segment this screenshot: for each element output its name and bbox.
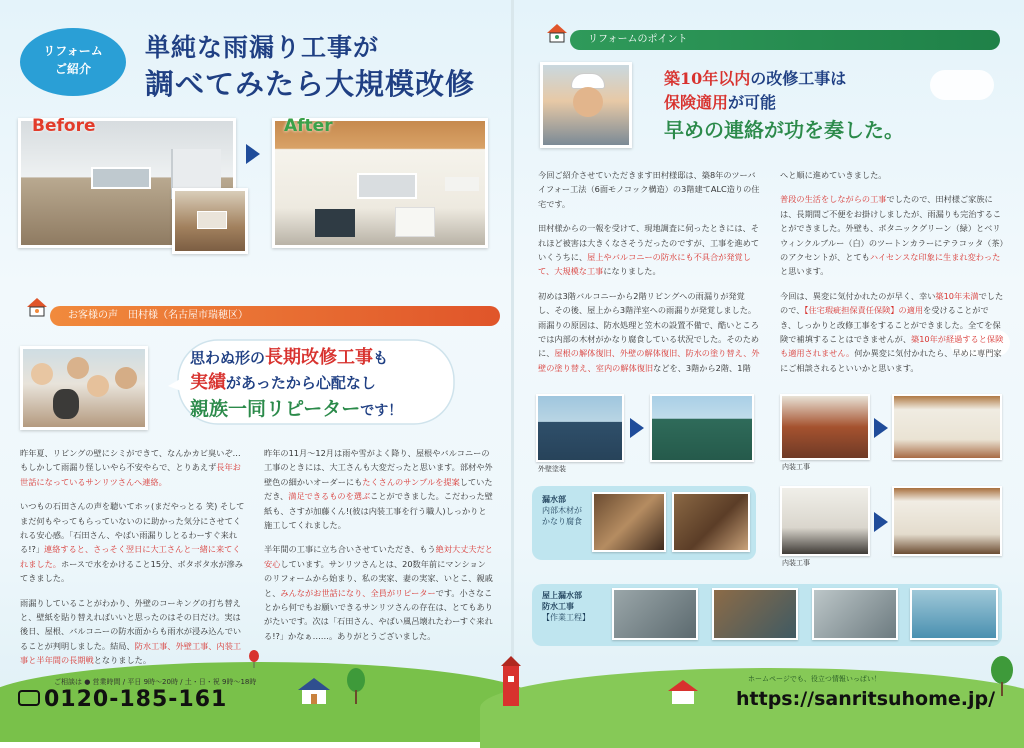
interior2-after-photo <box>892 486 1002 556</box>
points-c2-p3f: 築10年が経過すると保険も適用されません。 <box>780 334 1004 359</box>
points-column-1 <box>538 168 760 385</box>
leak-label <box>542 494 582 527</box>
interior2-label: 内装工事 <box>782 559 810 567</box>
points-c2-p3a: 今回は、異変に気付かれたのが早く、幸い <box>780 290 936 301</box>
page-fold <box>511 0 514 723</box>
bubble-l1c: も <box>373 349 389 367</box>
points-c2-p3d: 【住宅瑕疵担保責任保険】の適用 <box>804 305 924 316</box>
reform-points-header-text: リフォームのポイント <box>588 34 688 45</box>
exterior-before-photo <box>536 394 624 462</box>
voice-c1-p2 <box>20 499 246 585</box>
voice-c1-p2c: ホースで水をかけること15分、ボタボタ水が滲みてきました。 <box>20 558 243 584</box>
roof-label <box>542 590 590 623</box>
points-c1-p3c: などを、3階から2階、1階 <box>653 362 751 373</box>
roof-step-photo-3 <box>812 588 898 640</box>
tower-illustration-icon <box>500 656 522 706</box>
interior2-arrow <box>874 512 888 532</box>
house-illustration-icon <box>666 678 700 706</box>
voice-c1-p1a: 昨年夏、リビングの壁にシミができて、なんかカビ臭いぞ…もしかして雨漏り怪しいやら不安やらで、とりあえず <box>20 448 241 473</box>
voice-c1-p2b: 連絡すると、さっそく翌日に大工さんと一緒に来てくれました。 <box>20 544 241 569</box>
bubble-line-1 <box>190 343 388 369</box>
headline-line-2: 調べてみたら大規模改修 <box>145 67 476 101</box>
voice-c2-p2e: です。小さなことから何でもお願いできるサンリツさんの存在は、とてもありがたいです。次は「石田さん、やばい風呂壊れたわーすぐ来れる!?」かなぁ……。ありがとうございました。 <box>264 587 493 641</box>
voice-c1-p1b: 長年お世話になっているサンリツさんへ連絡。 <box>20 462 241 487</box>
interior1-arrow <box>874 418 888 438</box>
house-icon <box>546 22 568 44</box>
points-h1b: の改修工事は <box>750 69 847 88</box>
voice-c2-p1c: していただき、 <box>264 476 493 502</box>
before-inset-photo <box>172 188 248 254</box>
bubble-l3b: です！ <box>360 403 403 419</box>
points-c2-p3e: を受けることができ、しっかりと改修工事をすることができました。全てを保険で補填することはできませんが、 <box>780 305 1001 345</box>
leak-title: 漏水部 <box>542 495 566 504</box>
points-h2b: が可能 <box>728 93 777 112</box>
interior1-label: 内装工事 <box>782 463 810 471</box>
bubble-line-3 <box>190 394 402 421</box>
freedial-icon <box>18 690 40 706</box>
voice-c2-p1 <box>264 446 494 532</box>
phone-number[interactable]: 0120-185-161 <box>44 687 228 712</box>
voice-c1-p3a: 雨漏りしていることがわかり、外壁のコーキングの打ち替えと、壁紙を貼り替えればいいと思ったのはその日だけ。実は後日、屋根、バルコニーの防水面からも雨水が浸み込んでいることが判明しました。結局、 <box>20 597 242 651</box>
points-c1-p3a: 初めは3階バルコニーから2階リビングへの雨漏りが発覚し、その後、屋上から3階洋室への雨漏りが発覚しました。雨漏りの原因は、防水処理と笠木の設置不備で、酷いところでは内部の木材がかなり腐食している状況でした。そのために、 <box>538 290 760 359</box>
points-c2-p3g: 何か異変に気付かれたら、早めに専門家にご相談されるといいかと思います。 <box>780 348 1002 373</box>
roof-title-2: 防水工事 <box>542 602 574 611</box>
voice-c2-p2a: 半年間の工事に立ち合いさせていただき、もう <box>264 544 436 555</box>
roof-title-3: 【作業工程】 <box>542 613 590 622</box>
voice-c2-p2b: 絶対大丈夫だと安心 <box>264 544 493 569</box>
after-photo <box>272 118 488 248</box>
points-c2-p2a: 普段の生活をしながらの工事 <box>780 194 887 205</box>
voice-c1-p3 <box>20 596 246 668</box>
points-c2-p2c: ハイセンスな印象に生まれ変わった <box>869 252 1001 263</box>
points-c2-p2b: でしたので、田村様ご家族には、長期間ご不便をお掛けしましたが、雨漏りも完治することができました。外壁も、ボタニックグリーン（緑）とベリウィンクルブルー（白）のツートンカラーにテラコッタ（茶）のアクセントが、とても <box>780 194 1004 263</box>
badge-line-1: リフォーム <box>43 44 103 58</box>
points-headline-3: 早めの連絡が功を奏した。 <box>664 118 904 142</box>
points-c2-p2d: と思います。 <box>780 266 829 277</box>
house-illustration-icon <box>296 676 332 706</box>
tree-icon <box>346 668 366 704</box>
points-column-2 <box>780 168 1004 385</box>
roof-step-photo-4 <box>910 588 998 640</box>
business-hours: ご相談は ● 営業時間 / 平日 9時〜20時 / 土・日・祝 9時〜18時 <box>54 678 257 686</box>
voice-c2-p1b: たくさんのサンプルを提案 <box>362 476 460 487</box>
points-c2-p1: へと順に進めていきました。 <box>780 170 887 180</box>
bubble-l1a: 思わぬ形の <box>190 349 266 367</box>
customer-voice-header-text: お客様の声 田村様（名古屋市瑞穂区） <box>68 310 248 321</box>
points-c1-p2b: 屋上やバルコニーの防水にも不具合が発覚して、大規模な工事 <box>538 252 751 277</box>
points-c1-p3b: 屋根の解体復旧、外壁の解体復旧、防水の塗り替え、外壁の塗り替え、室内の解体復旧 <box>538 348 760 373</box>
bubble-l2b: があったから心配なし <box>226 374 376 392</box>
bubble-line-2 <box>190 368 376 394</box>
interior1-before-photo <box>780 394 870 460</box>
cloud-decoration <box>930 70 994 100</box>
roof-step-photo-1 <box>612 588 698 640</box>
voice-c1-p3b: 防水工事、外壁工事、内装工事と半年間の長期戦 <box>20 640 242 666</box>
voice-c2-p1a: 昨年の11月〜12月は雨や雪がよく降り、屋根やバルコニーの工事のときには、大工さんも大変だったと思います。部材や外壁色の細かいオーダーにも <box>264 448 493 487</box>
points-headline-1 <box>664 66 846 89</box>
leak-photo-2 <box>672 492 750 552</box>
voice-c1-p2a: いつもの石田さんの声を聴いてホッ(まだやっとる 笑) そしてまだ何もやってもらっていないのに助かった気分にさせてくれる安心感。「石田さん、やばい雨漏りしとるわーすぐ来れる!?」 <box>20 501 245 555</box>
bubble-l3a: 親族一同リピーター <box>190 398 361 420</box>
voice-c2-p2c: しています。サンリツさんとは、20数年前にマンションのリフォームから始まり、私の実家、妻の実家、いとこ、親戚と、 <box>264 558 493 598</box>
customer-family-photo <box>20 346 148 430</box>
points-h1a: 築10年以内 <box>664 69 751 88</box>
before-after-arrow <box>246 144 260 164</box>
reform-points-header <box>570 30 1000 50</box>
roof-title-1: 屋上漏水部 <box>542 591 582 600</box>
voice-column-2 <box>264 446 494 653</box>
points-c1-p2 <box>538 221 760 279</box>
voice-c2-p1e: ことができました。こだわった壁紙も、さすが加藤くん!(彼は内装工事を行う職人)しっかりと施工してくれました。 <box>264 491 493 531</box>
interior1-after-photo <box>892 394 1002 460</box>
points-c1-p2c: になりました。 <box>603 266 661 277</box>
points-c2-p3b: 築10年未満 <box>935 290 979 301</box>
voice-c2-p2 <box>264 542 494 643</box>
before-label: Before <box>32 116 96 136</box>
roof-step-photo-2 <box>712 588 798 640</box>
points-c2-p2 <box>780 192 1004 278</box>
points-h2a: 保険適用 <box>664 93 729 112</box>
exterior-label: 外壁塗装 <box>538 465 566 473</box>
balloon-icon <box>248 650 260 668</box>
staff-photo <box>540 62 632 148</box>
badge-line-2: ご紹介 <box>54 62 91 76</box>
leak-sub2: かなり腐食 <box>542 517 582 526</box>
voice-column-1 <box>20 446 246 678</box>
points-c1-p2a: 田村様からの一報を受けて、現地調査に伺ったときには、それほど被害は大きくなさそうだったのですが、工事を進めていくうちに、 <box>538 223 760 263</box>
bubble-l2a: 実績 <box>190 372 226 393</box>
voice-c1-p3c: となりました。 <box>93 655 152 666</box>
reform-intro-badge <box>20 28 126 96</box>
after-label: After <box>284 116 333 136</box>
exterior-arrow <box>630 418 644 438</box>
house-icon <box>26 296 48 318</box>
homepage-url[interactable]: https://sanritsuhome.jp/ <box>736 688 996 710</box>
points-c2-p3 <box>780 289 1004 375</box>
voice-c1-p1 <box>20 446 246 489</box>
points-c1-p3 <box>538 289 760 375</box>
points-c1-p1: 今回ご紹介させていただきます田村様邸は、築8年のツーバイフォー工法（6面モノコック構造）の3階建てALC造りの住宅です。 <box>538 170 760 209</box>
voice-c2-p1d: 満足できるものを選ぶ <box>288 491 371 502</box>
exterior-after-photo <box>650 394 754 462</box>
headline-line-1: 単純な雨漏り工事が <box>145 33 380 62</box>
customer-voice-header <box>50 306 500 326</box>
interior2-before-photo <box>780 486 870 556</box>
leak-sub1: 内部木材が <box>542 506 582 515</box>
voice-c2-p2d: みんながお世話になり、全員がリピーター <box>280 587 436 598</box>
leak-photo-1 <box>592 492 666 552</box>
points-headline-2 <box>664 90 776 113</box>
points-c2-p3c: でしたので、 <box>780 290 1004 316</box>
homepage-note: ホームページでも、役立つ情報いっぱい！ <box>748 675 881 683</box>
bubble-l1b: 長期改修工事 <box>265 347 374 368</box>
